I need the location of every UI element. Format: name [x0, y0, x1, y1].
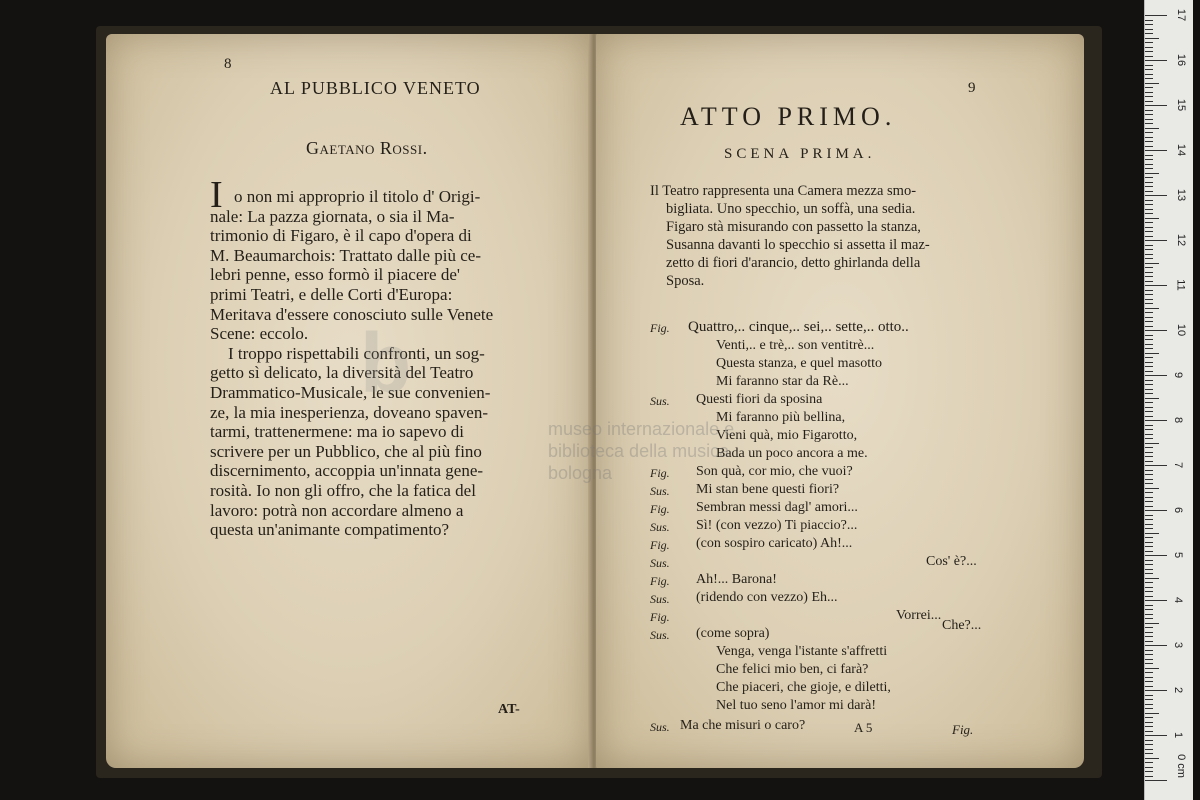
dialogue-line: (come sopra): [696, 626, 770, 641]
ruler-tick: [1145, 668, 1159, 669]
ruler-tick: [1145, 546, 1153, 547]
ruler-tick: [1145, 555, 1167, 556]
ruler-tick: [1145, 429, 1153, 430]
drop-cap: I: [210, 174, 223, 216]
ruler-tick: [1145, 24, 1153, 25]
ruler-tick: [1145, 767, 1153, 768]
ruler-number: 1: [1172, 731, 1185, 739]
ruler-tick: [1145, 60, 1167, 61]
ruler-tick: [1145, 744, 1153, 745]
speaker-label: Sus.: [650, 484, 670, 498]
speaker-label: Fig.: [650, 610, 670, 624]
ruler-tick: [1145, 123, 1153, 124]
ruler-tick: [1145, 690, 1167, 691]
ruler-tick: [1145, 245, 1153, 246]
ruler-tick: [1145, 330, 1167, 331]
ruler-tick: [1145, 204, 1153, 205]
ruler-tick: [1145, 128, 1159, 129]
dialogue-line: Vieni quà, mio Figarotto,: [716, 428, 858, 443]
speaker-label: Sus.: [650, 628, 670, 642]
ruler-tick: [1145, 749, 1153, 750]
ruler-tick: [1145, 92, 1153, 93]
ruler-tick: [1145, 533, 1159, 534]
speaker-label: Fig.: [650, 574, 670, 588]
ruler-tick: [1145, 290, 1153, 291]
stage-line: Susanna davanti lo specchio si assetta il maz-: [666, 237, 930, 253]
preface-line: rosità. Io non gli offro, che la fatica del: [210, 481, 476, 500]
dialogue-line: Mi faranno più bellina,: [716, 410, 846, 425]
ruler-tick: [1145, 416, 1153, 417]
page-number-right: 9: [968, 80, 976, 96]
ruler-tick: [1145, 753, 1153, 754]
ruler-tick: [1145, 564, 1153, 565]
ruler-tick: [1145, 299, 1153, 300]
dialogue-line: Vorrei...: [896, 608, 942, 623]
ruler-number: 9: [1172, 371, 1185, 379]
ruler-tick: [1145, 713, 1159, 714]
ruler-tick: [1145, 366, 1153, 367]
ruler-tick: [1145, 173, 1159, 174]
preface-line: I troppo rispettabili confronti, un sog-: [228, 343, 485, 363]
ruler-tick: [1145, 528, 1153, 529]
ruler-number: 3: [1172, 641, 1185, 649]
ruler-tick: [1145, 443, 1159, 444]
ruler-number: 2: [1172, 686, 1185, 694]
ruler-tick: [1145, 393, 1153, 394]
ruler-tick: [1145, 663, 1153, 664]
stage-line: Il Teatro rappresenta una Camera mezza smo-: [650, 183, 917, 199]
dialogue-line: Questa stanza, e quel masotto: [716, 356, 883, 371]
ruler-tick: [1145, 456, 1153, 457]
ruler-number: 17: [1175, 8, 1188, 22]
ruler-tick: [1145, 335, 1153, 336]
ruler-tick: [1145, 119, 1153, 120]
watermark-line-3: bologna: [548, 463, 613, 483]
ruler-tick: [1145, 636, 1153, 637]
ruler-tick: [1145, 402, 1153, 403]
ruler-tick: [1145, 447, 1153, 448]
ruler-number: 16: [1175, 53, 1188, 67]
ruler-tick: [1145, 708, 1153, 709]
ruler-tick: [1145, 560, 1153, 561]
ruler-tick: [1145, 213, 1153, 214]
ruler-tick: [1145, 591, 1153, 592]
ruler-number: 5: [1172, 551, 1185, 559]
ruler-number: 15: [1175, 98, 1188, 112]
ruler-tick: [1145, 155, 1153, 156]
preface-line: tarmi, trattenermene: ma io sapevo di: [210, 422, 464, 442]
ruler-tick: [1145, 281, 1153, 282]
dialogue-line: (ridendo con vezzo) Eh...: [696, 590, 838, 605]
preface-line: lavoro: potrà non accordare almeno a: [210, 500, 464, 520]
ruler-number: 8: [1172, 416, 1185, 424]
ruler-tick: [1145, 101, 1153, 102]
ruler-tick: [1145, 776, 1153, 777]
catchword-left: AT-: [498, 702, 520, 717]
ruler-tick: [1145, 227, 1153, 228]
ruler-tick: [1145, 348, 1153, 349]
ruler-tick: [1145, 65, 1153, 66]
ruler-tick: [1145, 87, 1153, 88]
ruler-tick: [1145, 110, 1153, 111]
speaker-label: Fig.: [650, 502, 670, 516]
stage-line: Sposa.: [666, 273, 705, 289]
ruler-tick: [1145, 150, 1167, 151]
ruler-tick: [1145, 771, 1153, 772]
ruler-tick: [1145, 686, 1153, 687]
ruler-tick: [1145, 479, 1153, 480]
preface-line: lebri penne, esso formò il piacere de': [210, 265, 460, 285]
ruler-tick: [1145, 137, 1153, 138]
ruler-tick: [1145, 285, 1167, 286]
ruler-tick: [1145, 96, 1153, 97]
ruler-tick: [1145, 344, 1153, 345]
ruler-tick: [1145, 573, 1153, 574]
speaker-label: Fig.: [650, 466, 670, 480]
ruler-tick: [1145, 677, 1153, 678]
ruler-tick: [1145, 159, 1153, 160]
dialogue-line: Son quà, cor mio, che vuoi?: [696, 464, 853, 479]
ruler-tick: [1145, 231, 1153, 232]
speaker-label: Fig.: [650, 538, 670, 552]
ruler-tick: [1145, 105, 1167, 106]
scene-title: SCENA PRIMA.: [724, 146, 876, 162]
ruler-tick: [1145, 326, 1153, 327]
ruler-tick: [1145, 177, 1153, 178]
ruler-tick: [1145, 132, 1153, 133]
ruler-tick: [1145, 452, 1153, 453]
ruler-tick: [1145, 618, 1153, 619]
ruler-number: 6: [1172, 506, 1185, 514]
preface-line: Drammatico-Musicale, le sue convenien-: [210, 383, 491, 402]
dialogue-line: Cos' è?...: [926, 554, 977, 569]
dialogue-line: Sì! (con vezzo) Ti piaccio?...: [696, 518, 858, 533]
speaker-label: Sus.: [650, 720, 670, 734]
ruler-tick: [1145, 672, 1153, 673]
ruler-tick: [1145, 258, 1153, 259]
ruler-number: 13: [1175, 188, 1188, 202]
ruler-tick: [1145, 276, 1153, 277]
speaker-label: Sus.: [650, 592, 670, 606]
ruler-tick: [1145, 735, 1167, 736]
ruler-tick: [1145, 263, 1159, 264]
preface-line: o non mi approprio il titolo d' Origi-: [234, 187, 481, 206]
ruler-tick: [1145, 411, 1153, 412]
ruler-number: 11: [1174, 279, 1187, 291]
ruler-tick: [1145, 609, 1153, 610]
ruler-tick: [1145, 74, 1153, 75]
ruler-tick: [1145, 195, 1167, 196]
ruler-tick: [1145, 614, 1153, 615]
preface-line: Meritava d'essere conosciuto sulle Venete: [210, 304, 494, 324]
ruler-tick: [1145, 33, 1153, 34]
ruler-tick: [1145, 704, 1153, 705]
ruler-tick: [1145, 731, 1153, 732]
preface-line: getto sì delicato, la diversità del Teatro: [210, 363, 474, 383]
ruler-tick: [1145, 371, 1153, 372]
running-head: AL PUBBLICO VENETO: [270, 78, 481, 98]
ruler-tick: [1145, 380, 1153, 381]
ruler-tick: [1145, 51, 1153, 52]
ruler-tick: [1145, 659, 1153, 660]
ruler-tick: [1145, 42, 1153, 43]
preface-line: Scene: eccolo.: [210, 324, 309, 344]
ruler-tick: [1145, 249, 1153, 250]
che-line: Che?...: [942, 618, 982, 633]
ruler-tick: [1145, 362, 1153, 363]
ruler-tick: [1145, 654, 1153, 655]
ruler-tick: [1145, 353, 1159, 354]
ruler-tick: [1145, 83, 1159, 84]
scale-ruler: [1144, 0, 1193, 800]
preface-line: discernimento, accoppia un'innata gene-: [210, 461, 484, 481]
speaker-label: Fig.: [650, 321, 670, 335]
stage-line: Figaro stà misurando con passetto la stanza,: [666, 219, 921, 235]
ruler-tick: [1145, 758, 1159, 759]
ruler-tick: [1145, 272, 1153, 273]
ruler-tick: [1145, 681, 1153, 682]
ruler-tick: [1145, 186, 1153, 187]
ruler-tick: [1145, 605, 1153, 606]
ruler-tick: [1145, 600, 1167, 601]
dialogue-line: Ah!... Barona!: [696, 572, 777, 587]
ruler-tick: [1145, 722, 1153, 723]
dialogue-line: Che piaceri, che gioje, e diletti,: [716, 680, 891, 695]
ruler-tick: [1145, 569, 1153, 570]
ruler-tick: [1145, 389, 1153, 390]
ruler-tick: [1145, 168, 1153, 169]
dialogue-line: Venti,.. e trè,.. son ventitrè...: [716, 338, 875, 353]
signature-mark: A 5: [854, 720, 873, 735]
ruler-tick: [1145, 69, 1153, 70]
ruler-tick: [1145, 726, 1153, 727]
ruler-number: 7: [1172, 461, 1185, 469]
ruler-tick: [1145, 200, 1153, 201]
author-signature: Gaetano Rossi.: [306, 138, 428, 158]
ruler-tick: [1145, 627, 1153, 628]
ruler-tick: [1145, 474, 1153, 475]
preface-line: trimonio di Figaro, è il capo d'opera di: [210, 226, 472, 246]
ruler-tick: [1145, 501, 1153, 502]
ruler-tick: [1145, 582, 1153, 583]
ruler-tick: [1145, 78, 1153, 79]
ruler-tick: [1145, 222, 1153, 223]
ruler-tick: [1145, 47, 1153, 48]
ruler-tick: [1145, 15, 1167, 16]
ruler-tick: [1145, 339, 1153, 340]
ruler-tick: [1145, 492, 1153, 493]
ruler-number: 12: [1175, 233, 1188, 247]
ruler-tick: [1145, 623, 1159, 624]
ruler-tick: [1145, 542, 1153, 543]
ruler-tick: [1145, 510, 1167, 511]
ruler-tick: [1145, 587, 1153, 588]
ruler-tick: [1145, 20, 1153, 21]
dialogue-line: Ma che misuri o caro?: [680, 718, 806, 733]
preface-line: ze, la mia inesperienza, doveano spaven-: [210, 402, 489, 422]
ruler-tick: [1145, 506, 1153, 507]
ruler-tick: [1145, 308, 1159, 309]
ruler-tick: [1145, 699, 1153, 700]
ruler-tick: [1145, 191, 1153, 192]
dialogue-line: (con sospiro caricato) Ah!...: [696, 536, 853, 551]
dialogue-line: Nel tuo seno l'amor mi darà!: [716, 698, 876, 713]
ruler-tick: [1145, 578, 1159, 579]
ruler-tick: [1145, 38, 1159, 39]
ruler-tick: [1145, 497, 1153, 498]
ruler-tick: [1145, 164, 1153, 165]
ruler-tick: [1145, 407, 1153, 408]
ruler-tick: [1145, 780, 1167, 781]
ruler-tick: [1145, 438, 1153, 439]
open-book: [96, 26, 1102, 778]
ruler-tick: [1145, 321, 1153, 322]
dialogue-line: Mi faranno star da Rè...: [716, 374, 849, 389]
speaker-label: Sus.: [650, 520, 670, 534]
dialogue-line: Venga, venga l'istante s'affretti: [716, 644, 888, 659]
ruler-tick: [1145, 483, 1153, 484]
ruler-tick: [1145, 519, 1153, 520]
ruler-tick: [1145, 762, 1153, 763]
ruler-tick: [1145, 312, 1153, 313]
ruler-tick: [1145, 645, 1167, 646]
ruler-tick: [1145, 641, 1153, 642]
ruler-tick: [1145, 209, 1153, 210]
ruler-number: 10: [1175, 323, 1188, 337]
ruler-tick: [1145, 317, 1153, 318]
ruler-tick: [1145, 650, 1153, 651]
ruler-tick: [1145, 146, 1153, 147]
ruler-tick: [1145, 236, 1153, 237]
ruler-tick: [1145, 420, 1167, 421]
ruler-number: 14: [1175, 143, 1188, 157]
ruler-tick: [1145, 56, 1153, 57]
stage-line: zetto di fiori d'arancio, detto ghirlanda della: [666, 255, 921, 271]
watermark-line-1: museo internazionale e: [548, 419, 735, 439]
ruler-tick: [1145, 695, 1153, 696]
dialogue-line: Quattro,.. cinque,.. sei,.. sette,.. otto..: [688, 319, 909, 335]
ruler-number: 4: [1172, 596, 1185, 604]
ruler-tick: [1145, 254, 1153, 255]
dialogue-line: Mi stan bene questi fiori?: [696, 482, 840, 497]
ruler-tick: [1145, 29, 1153, 30]
ruler-tick: [1145, 182, 1153, 183]
catchword-right: Fig.: [952, 722, 974, 737]
dialogue-line: Questi fiori da sposina: [696, 392, 823, 407]
ruler-tick: [1145, 267, 1153, 268]
stage-line: bigliata. Uno specchio, un soffà, una sedia.: [666, 201, 916, 217]
ruler-unit: 0 cm: [1174, 754, 1187, 778]
watermark-line-2: biblioteca della musica: [548, 441, 730, 461]
ruler-tick: [1145, 294, 1153, 295]
ruler-tick: [1145, 461, 1153, 462]
right-page: [596, 34, 1084, 768]
preface-line: primi Teatri, e delle Corti d'Europa:: [210, 285, 453, 304]
ruler-tick: [1145, 218, 1159, 219]
ruler-tick: [1145, 470, 1153, 471]
ruler-tick: [1145, 524, 1153, 525]
ruler-tick: [1145, 465, 1167, 466]
ruler-tick: [1145, 551, 1153, 552]
dialogue-line: Sembran messi dagl' amori...: [696, 500, 858, 515]
ruler-tick: [1145, 141, 1153, 142]
library-watermark: [548, 418, 734, 484]
library-logo-watermark: b: [360, 316, 408, 410]
speaker-label: Sus.: [650, 394, 670, 408]
preface-line: scrivere per un Pubblico, che al più fino: [210, 441, 482, 461]
ruler-tick: [1145, 537, 1153, 538]
ruler-tick: [1145, 632, 1153, 633]
ruler-tick: [1145, 357, 1153, 358]
ruler-tick: [1145, 596, 1153, 597]
ruler-tick: [1145, 740, 1153, 741]
page-number-left: 8: [224, 56, 232, 72]
ruler-tick: [1145, 240, 1167, 241]
ruler-tick: [1145, 114, 1153, 115]
ruler-tick: [1145, 425, 1153, 426]
ruler-tick: [1145, 515, 1153, 516]
ruler-tick: [1145, 434, 1153, 435]
act-title: ATTO PRIMO.: [680, 102, 897, 131]
preface-line: questa un'animante compatimento?: [210, 520, 450, 540]
preface-line: M. Beaumarchois: Trattato dalle più ce-: [210, 245, 481, 265]
ruler-tick: [1145, 384, 1153, 385]
ruler-tick: [1145, 488, 1159, 489]
ruler-tick: [1145, 303, 1153, 304]
dialogue-line: Che felici mio ben, ci farà?: [716, 662, 869, 677]
preface-line: nale: La pazza giornata, o sia il Ma-: [210, 206, 455, 226]
ruler-tick: [1145, 398, 1159, 399]
dialogue-line: Bada un poco ancora a me.: [716, 446, 868, 461]
speaker-label: Sus.: [650, 556, 670, 570]
ruler-tick: [1145, 717, 1153, 718]
ruler-tick: [1145, 375, 1167, 376]
